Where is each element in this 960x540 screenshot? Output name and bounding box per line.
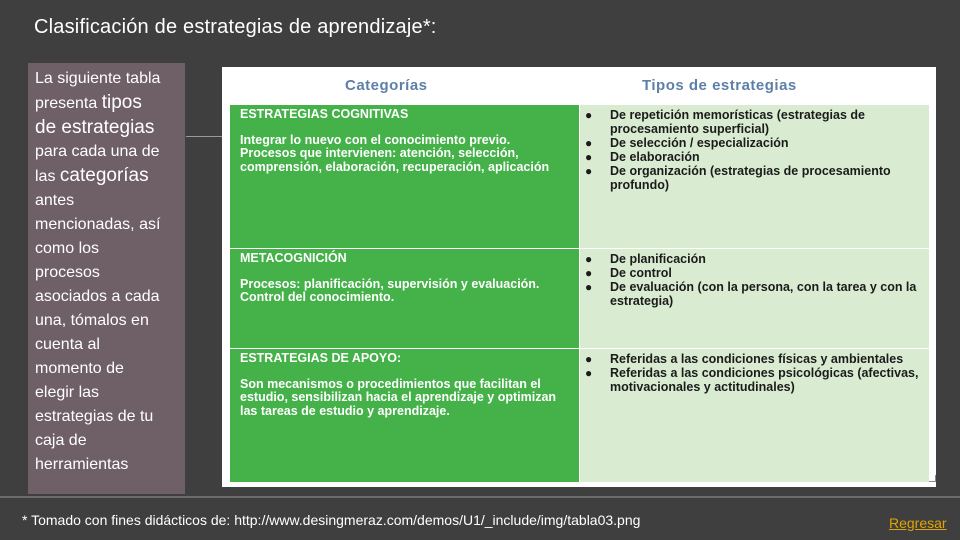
list-item: ● De evaluación (con la persona, con la tarea y con la estrategia)	[585, 280, 917, 308]
table-row	[230, 249, 929, 348]
bullet-icon: ●	[585, 252, 593, 266]
list-item: ● De organización (estrategias de procesamiento profundo)	[585, 164, 891, 192]
category-title: METACOGNICIÓN	[240, 251, 347, 265]
table-header	[230, 75, 929, 105]
description-line: las categorías	[35, 165, 149, 186]
bullet-icon: ●	[585, 136, 593, 150]
table-row	[230, 349, 929, 482]
strategies-list	[585, 252, 919, 308]
category-description: Integrar lo nuevo con el conocimiento previo. Procesos que intervienen: atención, selección, comprensión, elaboración, recuperación, aplicación	[240, 132, 550, 174]
bullet-icon: ●	[585, 108, 593, 122]
description-line: La siguiente tabla	[35, 70, 161, 87]
source-footnote: * Tomado con fines didácticos de: http://www.desingmeraz.com/demos/U1/_include/img/tabla03.png	[22, 512, 641, 528]
strategies-cell	[580, 349, 929, 482]
description-panel	[28, 63, 185, 494]
category-cell	[230, 349, 579, 482]
description-line: momento de	[35, 360, 124, 377]
description-line: mencionadas, así	[35, 216, 161, 233]
category-description: Procesos: planificación, supervisión y evaluación. Control del conocimiento.	[240, 276, 540, 304]
bullet-icon: ●	[585, 280, 593, 294]
list-item: ● De selección / especialización	[585, 136, 789, 150]
strategies-table	[230, 75, 929, 482]
image-corner-mark	[929, 475, 936, 482]
header-tipos: Tipos de estrategias	[642, 77, 797, 94]
bullet-icon: ●	[585, 352, 593, 366]
description-line: una, tómalos en	[35, 312, 149, 329]
description-line: caja de	[35, 432, 87, 449]
list-item: ● Referidas a las condiciones psicológicas (afectivas, motivacionales y actitudinales)	[585, 366, 919, 394]
slide-title: Clasificación de estrategias de aprendizaje*:	[34, 16, 437, 38]
description-line: presenta tipos	[35, 92, 142, 113]
highlight-estrategias: de estrategias	[35, 117, 155, 138]
strategies-cell	[580, 249, 929, 348]
description-line: antes	[35, 192, 75, 209]
description-line: herramientas	[35, 456, 129, 473]
footer-divider	[0, 496, 960, 498]
strategies-cell	[580, 105, 929, 248]
category-title: ESTRATEGIAS DE APOYO:	[240, 351, 402, 365]
description-line: estrategias de tu	[35, 408, 154, 425]
bullet-icon: ●	[585, 164, 593, 178]
strategies-list	[585, 108, 919, 192]
list-item: ● De control	[585, 266, 672, 280]
description-line: cuenta al	[35, 336, 100, 353]
description-line: como los	[35, 240, 100, 257]
category-cell	[230, 249, 579, 348]
description-line: para cada una de	[35, 143, 160, 160]
category-cell	[230, 105, 579, 248]
bullet-icon: ●	[585, 150, 593, 164]
bullet-icon: ●	[585, 266, 593, 280]
list-item: ● De elaboración	[585, 150, 700, 164]
list-item: ● De repetición memorísticas (estrategias de procesamiento superficial)	[585, 108, 865, 136]
description-line: procesos	[35, 264, 100, 281]
back-link[interactable]: Regresar	[889, 515, 947, 531]
strategies-table-image	[222, 67, 936, 487]
bullet-icon: ●	[585, 366, 593, 380]
list-item: ● Referidas a las condiciones físicas y ambientales	[585, 352, 904, 366]
strategies-list	[585, 352, 919, 394]
list-item: ● De planificación	[585, 252, 706, 266]
description-line: asociados a cada	[35, 288, 160, 305]
description-line: elegir las	[35, 384, 100, 401]
category-title: ESTRATEGIAS COGNITIVAS	[240, 107, 409, 121]
category-description: Son mecanismos o procedimientos que facilitan el estudio, sensibilizan hacia el aprendizaje y optimizan las tareas de estudio y aprendizaje.	[240, 376, 557, 418]
highlight-tipos: tipos	[101, 92, 142, 113]
highlight-categorias: categorías	[59, 165, 149, 186]
table-row	[230, 105, 929, 248]
header-categorias: Categorías	[345, 77, 428, 94]
